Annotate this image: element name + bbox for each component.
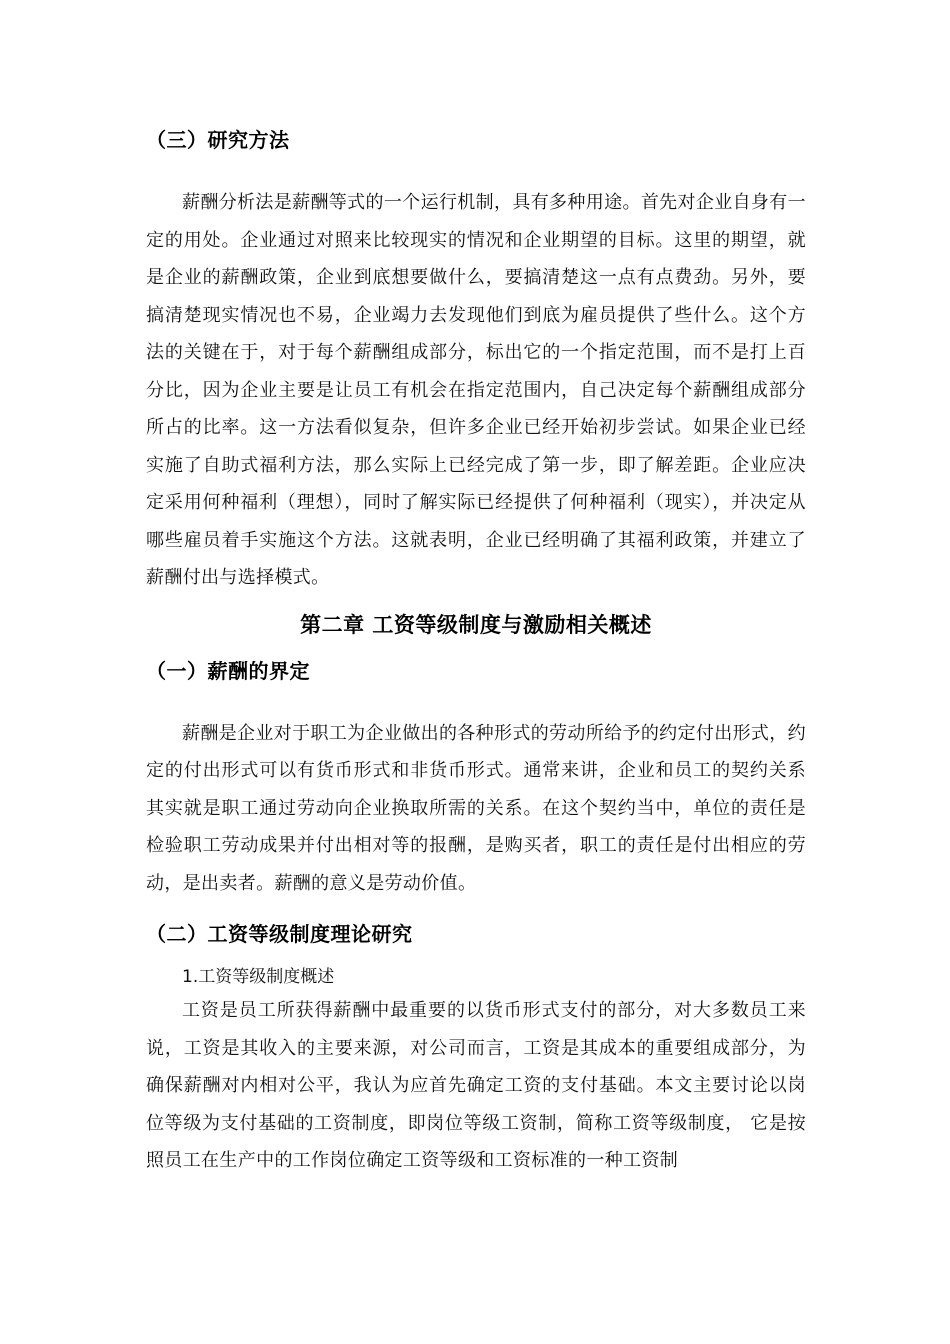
paragraph-wage-grade-theory: 工资是员工所获得薪酬中最重要的以货币形式支付的部分，对大多数员工来说，工资是其收入的主要来源，对公司而言，工资是其成本的重要组成部分，为确保薪酬对内相对公平，我认为应首先确定工资的支付基础。本文主要讨论以岗位等级为支付基础的工资制度，即岗位等级工资制，简称工资等级制度， 它是按照员工在生产中的工作岗位确定工资等级和工资标准的一种工资制 — [146, 1000, 806, 1171]
subheading-wage-grade-overview: 1.工资等级制度概述 — [182, 967, 335, 987]
spacer — [146, 685, 806, 715]
paragraph-salary-definition: 薪酬是企业对于职工为企业做出的各种形式的劳动所给予的约定付出形式，约定的付出形式可以有货币形式和非货币形式。通常来讲，企业和员工的契约关系其实就是职工通过劳动向企业换取所需的关系。在这个契约当中，单位的责任是检验职工劳动成果并付出相对等的报酬，是购买者，职工的责任是付出相应的劳动，是出卖者。薪酬的意义是劳动价值。 — [146, 722, 806, 894]
spacer — [146, 597, 806, 611]
paragraph-research-methods: 薪酬分析法是薪酬等式的一个运行机制，具有多种用途。首先对企业自身有一定的用处。企业通过对照来比较现实的情况和企业期望的目标。这里的期望，就是企业的薪酬政策，企业到底想要做什么，要搞清楚这一点有点费劲。另外，要搞清楚现实情况也不易，企业竭力去发现他们到底为雇员提供了些什么。这个方法的关键在于，对于每个薪酬组成部分，标出它的一个指定范围，而不是打上百分比，因为企业主要是让员工有机会在指定范围内，自己决定每个薪酬组成部分所占的比率。这一方法看似复杂，但许多企业已经开始初步尝试。如果企业已经实施了自助式福利方法，那么实际上已经完成了第一步，即了解差距。企业应决定采用何种福利（理想），同时了解实际已经提供了何种福利（现实），并决定从哪些雇员着手实施这个方法。这就表明，企业已经明确了其福利政策，并建立了薪酬付出与选择模式。 — [146, 192, 806, 588]
spacer — [146, 639, 806, 657]
section-heading-research-methods: （三）研究方法 — [146, 128, 290, 152]
section-heading-wage-grade-theory: （二）工资等级制度理论研究 — [146, 922, 413, 946]
chapter-title: 第二章 工资等级制度与激励相关概述 — [300, 612, 652, 637]
section-heading-salary-definition: （一）薪酬的界定 — [146, 658, 310, 683]
spacer — [146, 154, 806, 184]
page-content — [146, 126, 806, 1180]
spacer — [146, 902, 806, 920]
spacer — [146, 948, 806, 962]
